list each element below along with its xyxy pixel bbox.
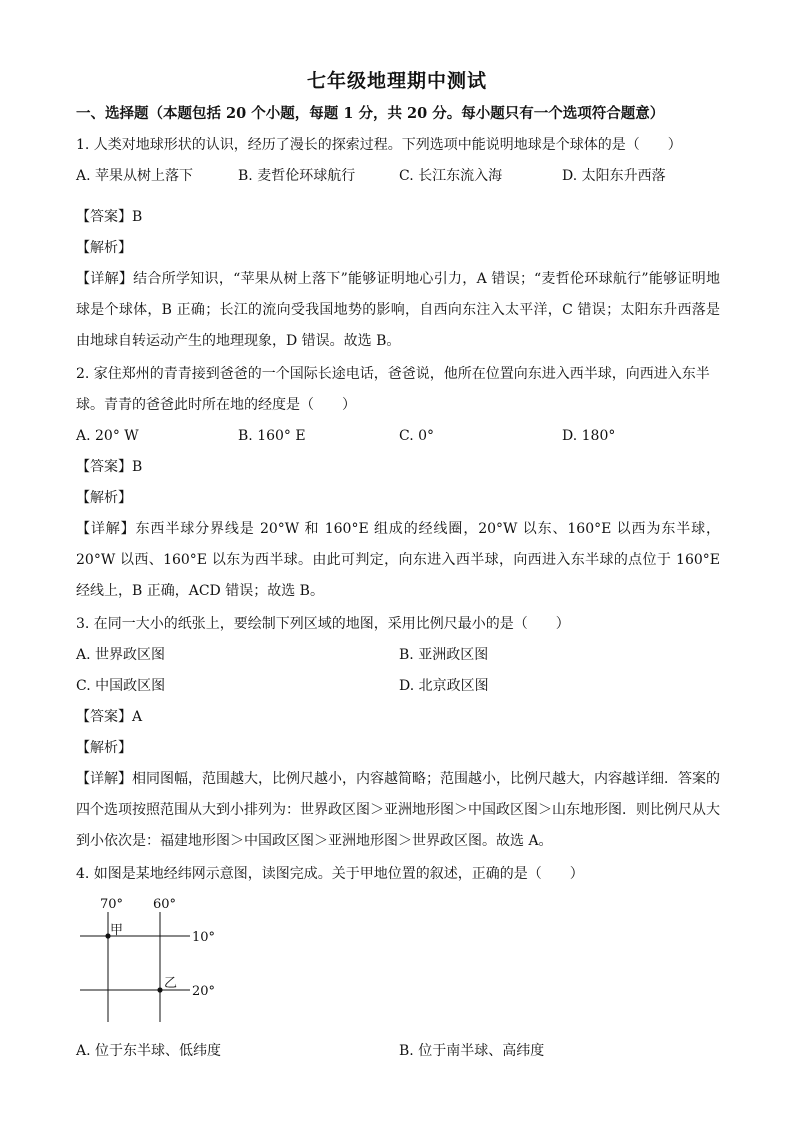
q2-option-a[interactable]: A. 20° W <box>76 428 139 444</box>
page-title: 七年级地理期中测试 <box>306 70 487 92</box>
question-2-stem-line1: 2. 家住郑州的青青接到爸爸的一个国际长途电话，爸爸说，他所在位置向东进入西半球，向西进入东半 <box>76 366 710 382</box>
point-yi-label: 乙 <box>164 976 178 991</box>
q3-analysis-label: 【解析】 <box>76 740 132 756</box>
q1-option-c[interactable]: C. 长江东流入海 <box>399 168 503 184</box>
q1-option-b[interactable]: B. 麦哲伦环球航行 <box>238 168 356 184</box>
q1-option-a[interactable]: A. 苹果从树上落下 <box>76 168 194 184</box>
q1-analysis-label: 【解析】 <box>76 240 132 256</box>
question-4-stem: 4. 如图是某地经纬网示意图，读图完成。关于甲地位置的叙述，正确的是（ ） <box>76 866 584 882</box>
lat-label-20: 20° <box>192 984 216 999</box>
question-1-stem: 1. 人类对地球形状的认识，经历了漫长的探索过程。下列选项中能说明地球是个球体的是（ ） <box>76 137 682 153</box>
q2-option-d[interactable]: D. 180° <box>562 428 616 444</box>
q3-option-d[interactable]: D. 北京政区图 <box>399 678 489 694</box>
q2-answer: 【答案】B <box>76 459 143 475</box>
point-jia-label: 甲 <box>110 923 124 938</box>
q1-answer: 【答案】B <box>76 209 143 225</box>
lat-long-grid-figure <box>70 890 230 1030</box>
q3-option-c[interactable]: C. 中国政区图 <box>76 678 166 694</box>
point-yi-marker <box>157 987 162 992</box>
section-heading: 一、选择题（本题包括 20 个小题，每题 1 分，共 20 分。每小题只有一个选项符合题意） <box>76 105 665 122</box>
question-3-stem: 3. 在同一大小的纸张上，要绘制下列区域的地图，采用比例尺最小的是（ ） <box>76 616 570 632</box>
q3-detail: 【详解】相同图幅，范围越大，比例尺越小，内容越简略；范围越小，比例尺越大，内容越详细．答案的四个选项按照范围从大到小排列为：世界政区图＞亚洲地形图＞中国政区图＞山东地形图．则比例尺从大到小依次是：福建地形图＞中国政区图＞亚洲地形图＞世界政区图。故选 A。 <box>76 771 720 849</box>
q2-option-c[interactable]: C. 0° <box>399 428 435 444</box>
lon-label-70: 70° <box>100 897 124 912</box>
q1-detail: 【详解】结合所学知识，“苹果从树上落下”能够证明地心引力，A 错误；“麦哲伦环球航行”能够证明地球是个球体，B 正确；长江的流向受我国地势的影响，自西向东注入太平洋，C 错误；太阳东升西落是由地球自转运动产生的地理现象，D 错误。故选 B。 <box>76 271 720 349</box>
q3-option-b[interactable]: B. 亚洲政区图 <box>399 647 489 663</box>
q3-option-a[interactable]: A. 世界政区图 <box>76 647 166 663</box>
lon-label-60: 60° <box>153 897 177 912</box>
q4-option-a[interactable]: A. 位于东半球、低纬度 <box>76 1043 222 1059</box>
question-2-stem-line2: 球。青青的爸爸此时所在地的经度是（ ） <box>76 397 356 413</box>
q4-option-b[interactable]: B. 位于南半球、高纬度 <box>399 1043 545 1059</box>
q1-option-d[interactable]: D. 太阳东升西落 <box>562 168 666 184</box>
q2-option-b[interactable]: B. 160° E <box>238 428 306 444</box>
lat-label-10: 10° <box>192 930 216 945</box>
q2-analysis-label: 【解析】 <box>76 490 132 506</box>
q2-detail: 【详解】东西半球分界线是 20°W 和 160°E 组成的经线圈，20°W 以东、160°E 以西为东半球，20°W 以西、160°E 以东为西半球。由此可判定，向东进入西半球，向西进入东半球的点位于 160°E 经线上，B 正确，ACD 错误；故选 B。 <box>76 521 720 599</box>
q3-answer: 【答案】A <box>76 709 143 725</box>
